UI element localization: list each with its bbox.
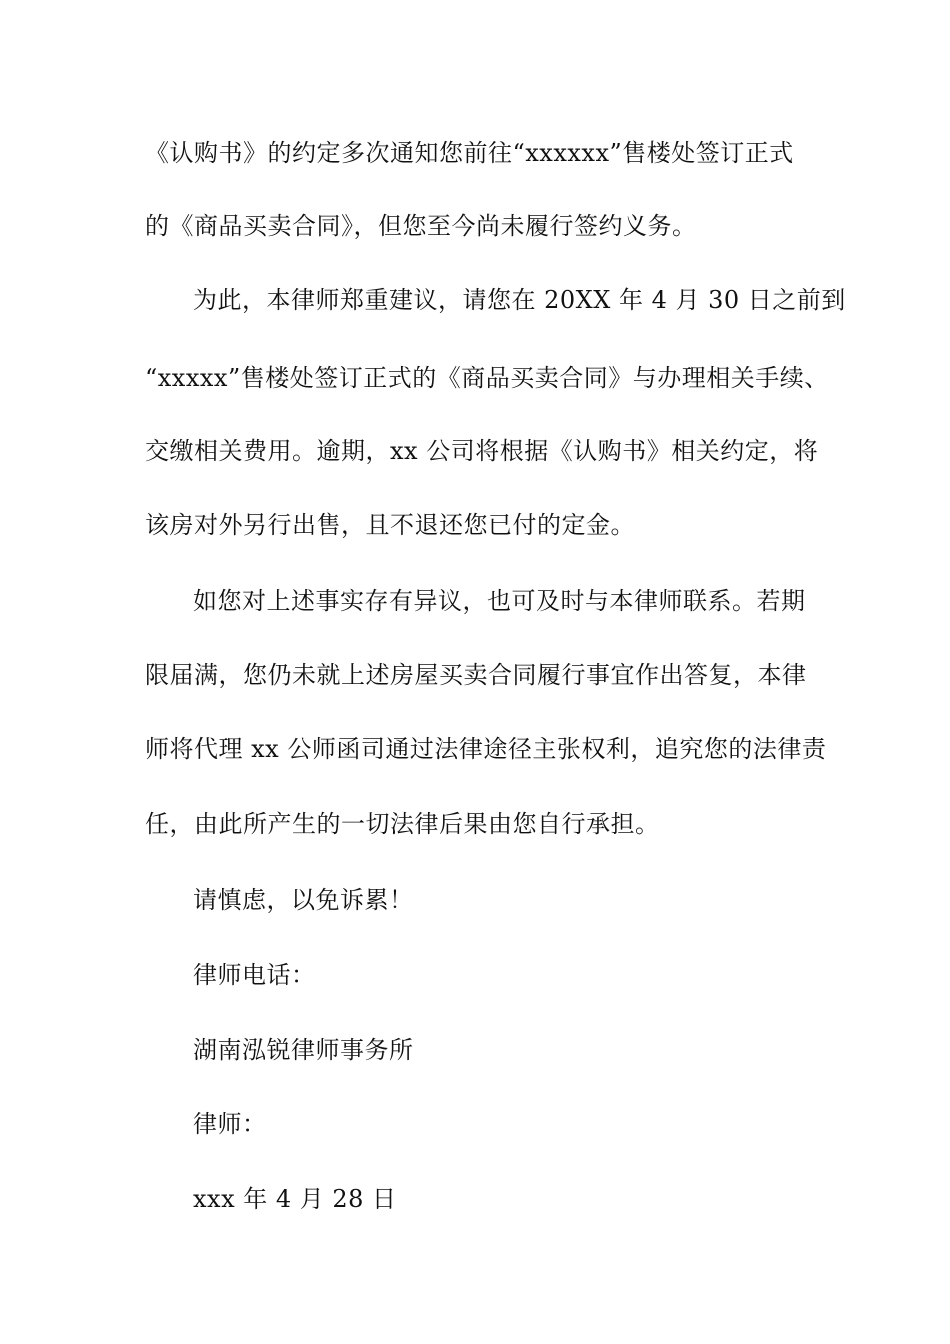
lawyer-label: 律师： — [193, 1110, 267, 1138]
paragraph-3-line-4: 任，由此所产生的一切法律后果由您自行承担。 — [145, 810, 660, 838]
paragraph-3-line-2: 限届满，您仍未就上述房屋买卖合同履行事宜作出答复，本律 — [145, 661, 807, 689]
paragraph-2-line-4: 该房对外另行出售，且不退还您已付的定金。 — [145, 511, 635, 539]
document-date: xxx 年 4 月 28 日 — [193, 1185, 397, 1213]
paragraph-3-line-3: 师将代理 xx 公师函司通过法律途径主张权利，追究您的法律责 — [145, 735, 827, 763]
paragraph-2-line-3: 交缴相关费用。逾期，xx 公司将根据《认购书》相关约定，将 — [145, 437, 819, 465]
paragraph-2-line-2: “xxxxx”售楼处签订正式的《商品买卖合同》与办理相关手续、 — [145, 364, 829, 392]
firm-name: 湖南泓锐律师事务所 — [193, 1036, 414, 1064]
paragraph-2-line-1: 为此，本律师郑重建议，请您在 20XX 年 4 月 30 日之前到 — [193, 286, 846, 314]
paragraph-1-line-2: 的《商品买卖合同》，但您至今尚未履行签约义务。 — [145, 212, 697, 240]
paragraph-3-line-1: 如您对上述事实存有异议，也可及时与本律师联系。若期 — [193, 587, 806, 615]
paragraph-1-line-1: 《认购书》的约定多次通知您前往“xxxxxx”售楼处签订正式 — [145, 139, 794, 167]
phone-label: 律师电话： — [193, 961, 316, 989]
closing-remark: 请慎虑，以免诉累！ — [193, 886, 414, 914]
